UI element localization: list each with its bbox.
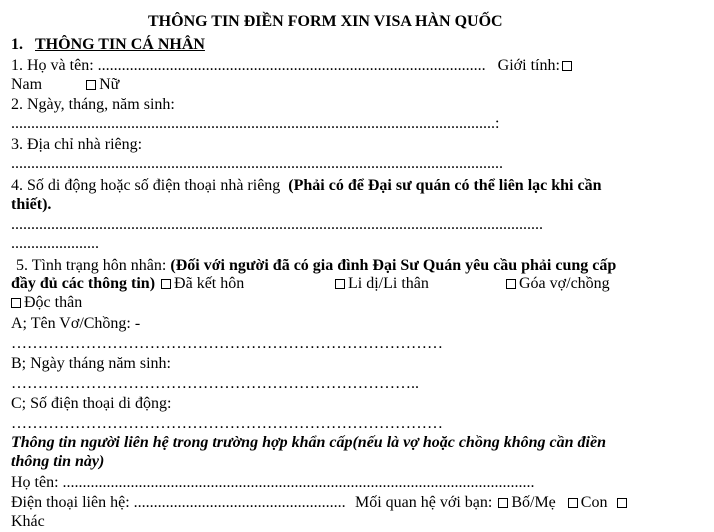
- name-row: [11, 56, 575, 75]
- name-input-line[interactable]: .................................................................................................: [97, 57, 486, 74]
- widowed-checkbox-icon[interactable]: [506, 279, 516, 289]
- married-checkbox-icon[interactable]: [161, 279, 171, 289]
- rel-parent-checkbox-icon[interactable]: [498, 498, 508, 508]
- divorced-option: [333, 274, 429, 293]
- phone-input-line-2[interactable]: ......................: [11, 235, 99, 252]
- rel-other-checkbox-icon[interactable]: [617, 498, 627, 508]
- spouse-name-label: A; Tên Vơ/Chồng: -: [11, 315, 141, 332]
- marital-row: [16, 256, 616, 275]
- single-option: [11, 293, 82, 312]
- address-input-line[interactable]: ...........................................................................................................................: [11, 155, 503, 172]
- contact-phone-input-line[interactable]: .....................................................: [133, 494, 346, 511]
- dob-label: 2. Ngày, tháng, năm sinh:: [11, 96, 175, 113]
- spouse-dob-input-line[interactable]: …………………………………………………………………..: [11, 375, 419, 392]
- contact-phone-row: [11, 493, 346, 512]
- rel-child-label: Con: [580, 494, 608, 511]
- phone-row: [11, 176, 601, 195]
- single-label: Độc thân: [24, 294, 83, 311]
- rel-child-checkbox-icon[interactable]: [568, 498, 578, 508]
- marital-note: (Đối với người đã có gia đình Đại Sư Quán yêu cầu phải cung cấp: [170, 257, 617, 274]
- spouse-phone-input-line[interactable]: ………………………………………………………………………: [11, 415, 443, 432]
- address-label: 3. Địa chỉ nhà riêng:: [11, 136, 143, 153]
- rel-parent-label: Bố/Mẹ: [511, 494, 556, 511]
- section-1-title: THÔNG TIN CÁ NHÂN: [35, 36, 205, 53]
- phone-label: 4. Số di động hoặc số điện thoại nhà riêng: [11, 177, 281, 194]
- contact-name-input-line[interactable]: ......................................................................................................................: [62, 474, 535, 491]
- rel-other-label: Khác: [11, 513, 45, 530]
- emergency-heading-continued: thông tin này): [11, 453, 105, 470]
- contact-name-label: Họ tên:: [11, 474, 59, 491]
- relation-label: Mối quan hệ với bạn:: [355, 494, 493, 511]
- relation-row: [355, 493, 630, 512]
- married-label: Đã kết hôn: [174, 275, 245, 292]
- section-1-number: 1.: [11, 36, 23, 53]
- dob-input-line[interactable]: .........................................................................................................................:: [11, 115, 500, 132]
- gender-options-row: [11, 75, 119, 94]
- contact-phone-label: Điện thoại liên hệ:: [11, 494, 130, 511]
- gender-female-label: Nữ: [99, 76, 120, 93]
- gender-label: Giới tính:: [497, 57, 560, 74]
- divorced-checkbox-icon[interactable]: [335, 279, 345, 289]
- section-1-heading: [11, 35, 205, 54]
- phone-note-continued: thiết).: [11, 196, 52, 213]
- form-title: THÔNG TIN ĐIỀN FORM XIN VISA HÀN QUỐC: [148, 13, 503, 30]
- name-label: 1. Họ và tên:: [11, 57, 94, 74]
- gender-male-label: Nam: [11, 76, 43, 93]
- gender-female-checkbox-icon[interactable]: [86, 80, 96, 90]
- widowed-label: Góa vợ/chồng: [519, 275, 610, 292]
- marital-note-continued: đầy đủ các thông tin): [11, 275, 156, 292]
- marital-options-row: [11, 274, 244, 293]
- phone-input-line-1[interactable]: .....................................................................................................................................: [11, 216, 543, 233]
- widowed-option: [504, 274, 610, 293]
- marital-label: 5. Tình trạng hôn nhân:: [16, 257, 167, 274]
- divorced-label: Li dị/Li thân: [348, 275, 429, 292]
- spouse-name-input-line[interactable]: ………………………………………………………………………: [11, 335, 443, 352]
- emergency-heading: Thông tin người liên hệ trong trường hợp khẩn cấp(nếu là vợ hoặc chồng không cần điền: [11, 434, 606, 451]
- spouse-dob-label: B; Ngày tháng năm sinh:: [11, 355, 171, 372]
- contact-name-row: [11, 473, 535, 492]
- spouse-phone-label: C; Số điện thoại di động:: [11, 395, 172, 412]
- single-checkbox-icon[interactable]: [11, 298, 21, 308]
- phone-note: (Phải có để Đại sư quán có thể liên lạc khi cần: [288, 177, 602, 194]
- gender-checkbox-icon[interactable]: [562, 61, 572, 71]
